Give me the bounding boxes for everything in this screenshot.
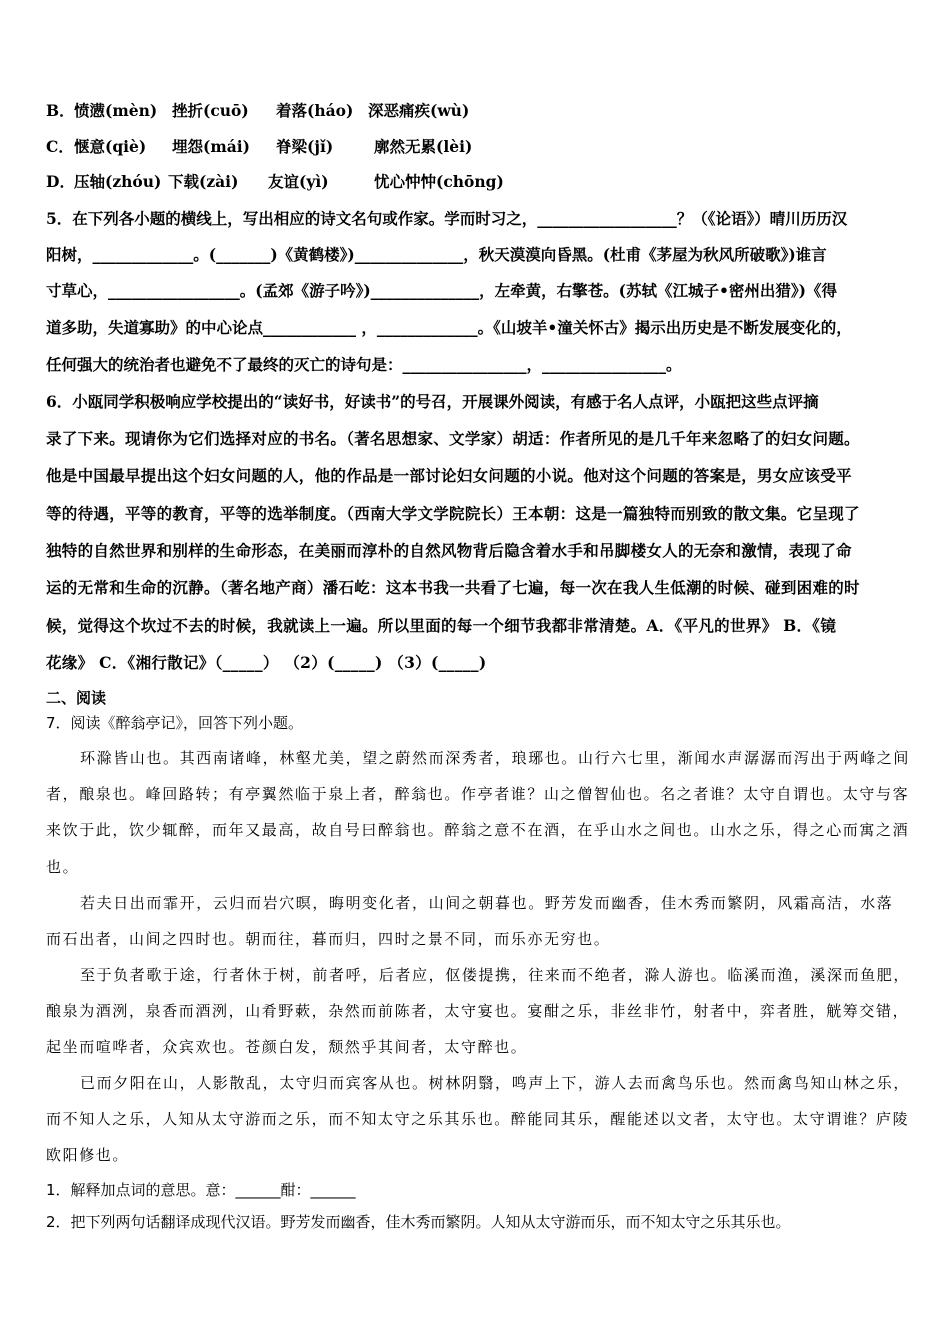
passage-line: 欧阳修也。 xyxy=(46,1146,130,1164)
q6-line: 独特的自然世界和别样的生命形态，在美丽而淳朴的自然风物背后隐含着水手和吊脚楼女人的无奈和激情，表现了命 xyxy=(46,541,852,560)
q7-intro: 7．阅读《醉翁亭记》，回答下列小题。 xyxy=(46,714,304,732)
q6-line: 6．小瓯同学积极响应学校提出的“读好书，好读书”的号召，开展课外阅读，有感于名人点评，小瓯把这些点评摘 xyxy=(46,392,819,411)
sub-question-1: 1．解释加点词的意思。意：______酣：______ xyxy=(46,1181,356,1199)
option-d: D．压轴(zhóu) 下载(zài) 友谊(yì) 忧心忡忡(chōng) xyxy=(46,170,504,194)
passage-line: 而不知人之乐，人知从太守游而之乐，而不知太守之乐其乐也。醉能同其乐，醒能述以文者，太守也。太守谓谁？庐陵 xyxy=(46,1110,910,1128)
q6-line: 他是中国最早提出这个妇女问题的人，他的作品是一部讨论妇女问题的小说。他对这个问题的答案是，男女应该受平 xyxy=(46,466,852,485)
passage-line: 而石出者，山间之四时也。朝而往，暮而归，四时之景不同，而乐亦无穷也。 xyxy=(46,930,611,948)
q6-line: 等的待遇，平等的教育，平等的选举制度。（西南大学文学院院长）王本朝：这是一篇独特而别致的散文集。它呈现了 xyxy=(46,504,860,523)
passage-line: 环滁皆山也。其西南诸峰，林壑尤美，望之蔚然而深秀者，琅琊也。山行六七里，渐闻水声潺潺而泻出于两峰之间 xyxy=(80,749,911,767)
section-title: 二、阅读 xyxy=(46,689,107,707)
option-c: C．惬意(qiè) 埋怨(mái) 脊梁(jǐ) 廓然无累(lèi) xyxy=(46,135,472,159)
passage-line: 酿泉为酒洌，泉香而酒洌，山肴野蔌，杂然而前陈者，太守宴也。宴酣之乐，非丝非竹，射者中，弈者胜，觥筹交错， xyxy=(46,1002,910,1020)
passage-line: 已而夕阳在山，人影散乱，太守归而宾客从也。树林阴翳，鸣声上下，游人去而禽鸟乐也。然而禽鸟知山林之乐， xyxy=(80,1074,911,1092)
passage-line: 也。 xyxy=(46,858,80,876)
q6-line: 运的无常和生命的沉静。（著名地产商）潘石屹：这本书我一共看了七遍，每一次在我人生低潮的时候、碰到困难的时 xyxy=(46,578,860,597)
passage-line: 若夫日出而霏开，云归而岩穴暝，晦明变化者，山间之朝暮也。野芳发而幽香，佳木秀而繁阴，风霜高洁，水落 xyxy=(80,894,894,912)
q6-line: 录了下来。现请你为它们选择对应的书名。（著名思想家、文学家）胡适：作者所见的是几千年来忽略了的妇女问题。 xyxy=(46,429,860,448)
q5-line: 阳树，_____________。(_______)《黄鹤楼》)______________，秋天漠漠向昏黑。(杜甫《茅屋为秋风所破歌》)谁言 xyxy=(46,245,827,264)
passage-line: 起坐而喧哗者，众宾欢也。苍颜白发，颓然乎其间者，太守醉也。 xyxy=(46,1038,528,1056)
option-label: D． xyxy=(46,172,75,191)
option-label: B． xyxy=(46,101,75,120)
option-b: B．愤懑(mèn) 挫折(cuō) 着落(háo) 深恶痛疾(wù) xyxy=(46,99,469,123)
q6-line: 候，觉得这个坎过不去的时候，我就读上一遍。所以里面的每一个细节我都非常清楚。A．《平凡的世界》 B．《镜 xyxy=(46,616,837,635)
option-label: C． xyxy=(46,137,74,156)
passage-line: 者，酿泉也。峰回路转；有亭翼然临于泉上者，醉翁也。作亭者谁？山之僧智仙也。名之者谁？太守自谓也。太守与客 xyxy=(46,785,910,803)
q6-line: 花缘》 C．《湘行散记》（_____） （2）(_____) （3）(_____) xyxy=(46,653,487,672)
q5-line: 道多助，失道寡助》的中心论点____________ ，_____________。《山坡羊•潼关怀古》揭示出历史是不断发展变化的， xyxy=(46,318,852,337)
passage-line: 来饮于此，饮少辄醉，而年又最高，故自号曰醉翁也。醉翁之意不在酒，在乎山水之间也。山水之乐，得之心而寓之酒 xyxy=(46,821,910,839)
q5-line: 任何强大的统治者也避免不了最终的灭亡的诗句是：________________，________________。 xyxy=(46,355,682,374)
passage-line: 至于负者歌于途，行者休于树，前者呼，后者应，伛偻提携，往来而不绝者，滁人游也。临溪而渔，溪深而鱼肥， xyxy=(80,966,911,984)
q5-line: 寸草心，_________________。(孟郊《游子吟》)______________，左牵黄，右擎苍。(苏轼《江城子•密州出猎》)《得 xyxy=(46,281,837,300)
q5-line: 5．在下列各小题的横线上，写出相应的诗文名句或作家。学而时习之，__________________？（《论语》）晴川历历汉 xyxy=(46,209,848,228)
sub-question-2: 2．把下列两句话翻译成现代汉语。野芳发而幽香，佳木秀而繁阴。人知从太守游而乐，而不知太守之乐其乐也。 xyxy=(46,1213,791,1231)
